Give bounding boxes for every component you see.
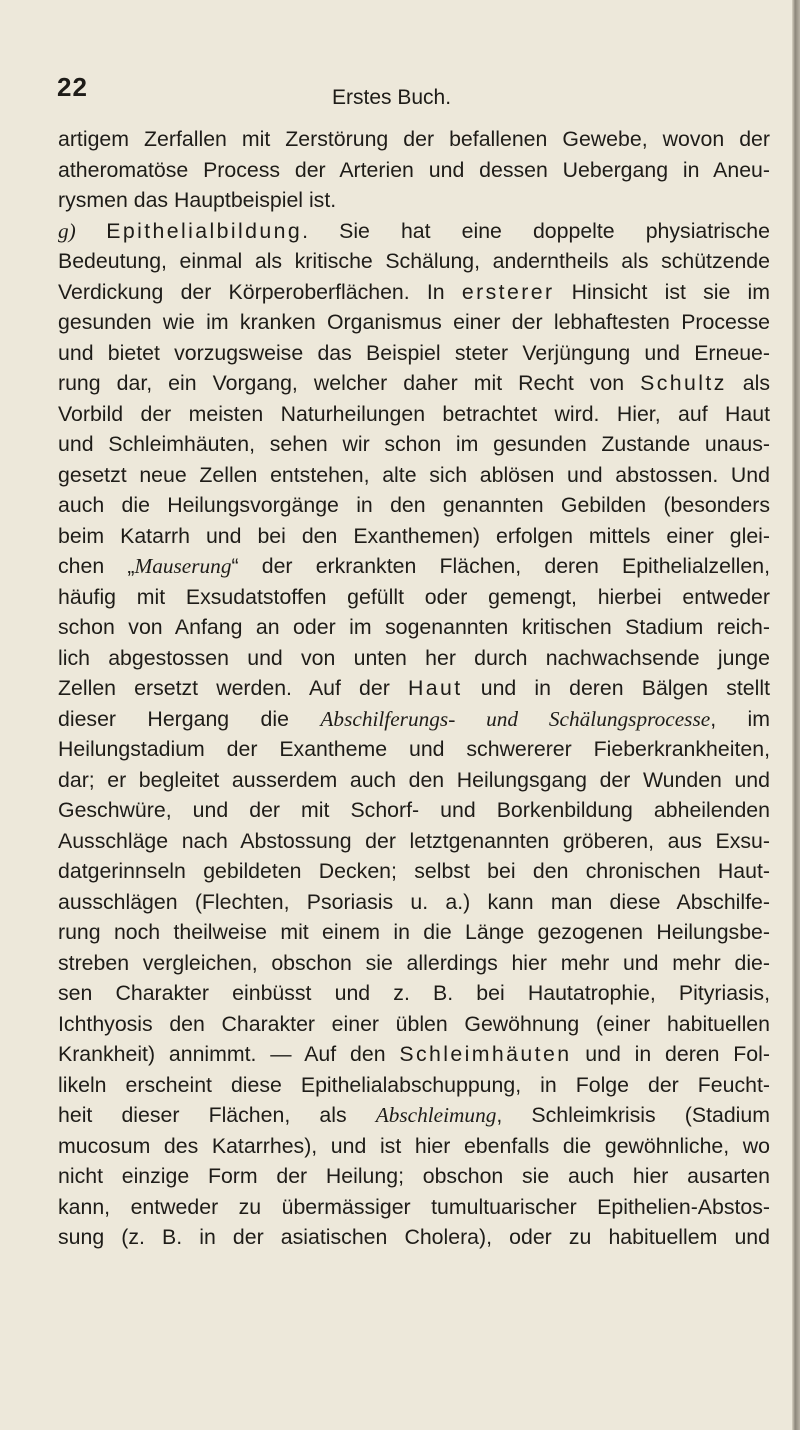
text-line: lich abgestossen und von unten her durch nachwachsende junge [58,645,770,670]
text-line: ausschlägen (Flechten, Psoriasis u. a.) kann man diese Abschilfe- [58,889,770,914]
text-line: mucosum des Katarrhes), und ist hier ebenfalls die gewöhnliche, wo [58,1133,770,1158]
spaced-emphasis: Haut [407,676,463,700]
text-line: nicht einzige Form der Heilung; obschon sie auch hier ausarten [58,1164,770,1188]
italic-term: Abschleimung [375,1103,497,1127]
text-line: likeln erscheint diese Epithelialabschuppung, in Folge der Feucht- [58,1072,770,1097]
text-line: und bietet vorzugsweise das Beispiel steter Verjüngung und Erneue- [58,340,770,365]
text-line: heit dieser Flächen, als Abschleimung, Schleimkrisis (Stadium [58,1103,771,1127]
text-line: häufig mit Exsudatstoffen gefüllt oder gemengt, hierbei entweder [58,584,770,609]
text-line: Verdickung der Körperoberflächen. In ersterer Hinsicht ist sie im [58,279,770,304]
text-line: rysmen das Hauptbeispiel ist. [58,188,337,212]
text-line: dar; er begleitet ausserdem auch den Heilungsgang der Wunden und [58,767,770,792]
text-line: sen Charakter einbüsst und z. B. bei Hautatrophie, Pityriasis, [58,981,770,1005]
text-line: Zellen ersetzt werden. Auf der Haut und in deren Bälgen stellt [58,676,770,700]
body-text [58,124,770,1253]
text-line: Heilungstadium der Exantheme und schwererer Fieberkrankheiten, [58,737,770,761]
text-line: Vorbild der meisten Naturheilungen betrachtet wird. Hier, auf Haut [58,401,770,426]
text-line: und Schleimhäuten, sehen wir schon im gesunden Zustande unaus- [58,432,770,456]
spaced-emphasis: ersterer [461,279,555,304]
text-line: gesetzt neue Zellen entstehen, alte sich ablösen und abstossen. Und [58,462,770,487]
text-line: atheromatöse Process der Arterien und dessen Uebergang in Aneu- [58,157,770,182]
text-line: Krankheit) annimmt. — Auf den Schleimhäuten und in deren Fol- [58,1042,770,1066]
text-line: streben vergleichen, obschon sie allerdings hier mehr und mehr die- [58,950,770,975]
text-line: gesunden wie im kranken Organismus einer der lebhaftesten Processe [58,310,770,334]
text-line: Ichthyosis den Charakter einer üblen Gewöhnung (einer habituellen [58,1011,770,1036]
text-line: Ausschläge nach Abstossung der letztgenannten gröberen, aus Exsu- [58,828,770,853]
page-edge [792,0,800,1430]
text-line: Geschwüre, und der mit Schorf- und Borkenbildung abheilenden [58,798,770,822]
page-number: 22 [57,72,88,102]
text-line: sung (z. B. in der asiatischen Cholera), oder zu habituellem und [58,1225,770,1249]
text-line: g) Epithelialbildung. Sie hat eine doppelte physiatrische [58,218,770,243]
italic-term: Mauserung [134,554,232,578]
spaced-emphasis: Schleimhäuten [399,1042,572,1066]
text-line: kann, entweder zu übermässiger tumultuarischer Epithelien-Abstos- [58,1194,770,1219]
text-line: rung noch theilweise mit einem in die Länge gezogenen Heilungsbe- [58,920,770,944]
author-name: Schultz [640,371,727,395]
text-line: schon von Anfang an oder im sogenannten kritischen Stadium reich- [58,615,770,639]
text-line: auch die Heilungsvorgänge in den genannten Gebilden (besonders [58,493,770,517]
running-head: Erstes Buch. [332,86,452,109]
text-line: artigem Zerfallen mit Zerstörung der befallenen Gewebe, wovon der [58,127,770,151]
text-line: Bedeutung, einmal als kritische Schälung, anderntheils als schützende [58,249,770,273]
text-line: chen „Mauserung“ der erkrankten Flächen, deren Epithelialzellen, [58,554,770,578]
section-heading: Epithelialbildung [106,218,303,243]
text-line: rung dar, ein Vorgang, welcher daher mit Recht von Schultz als [58,371,770,395]
italic-term: Abschilferungs- und Schälungsprocesse [320,706,711,731]
text-line: dieser Hergang die Abschilferungs- und Schälungsprocesse, im [58,706,771,731]
text-line: beim Katarrh und bei den Exanthemen) erfolgen mittels einer glei- [58,523,770,548]
text-line: datgerinnseln gebildeten Decken; selbst bei den chronischen Haut- [58,859,770,883]
